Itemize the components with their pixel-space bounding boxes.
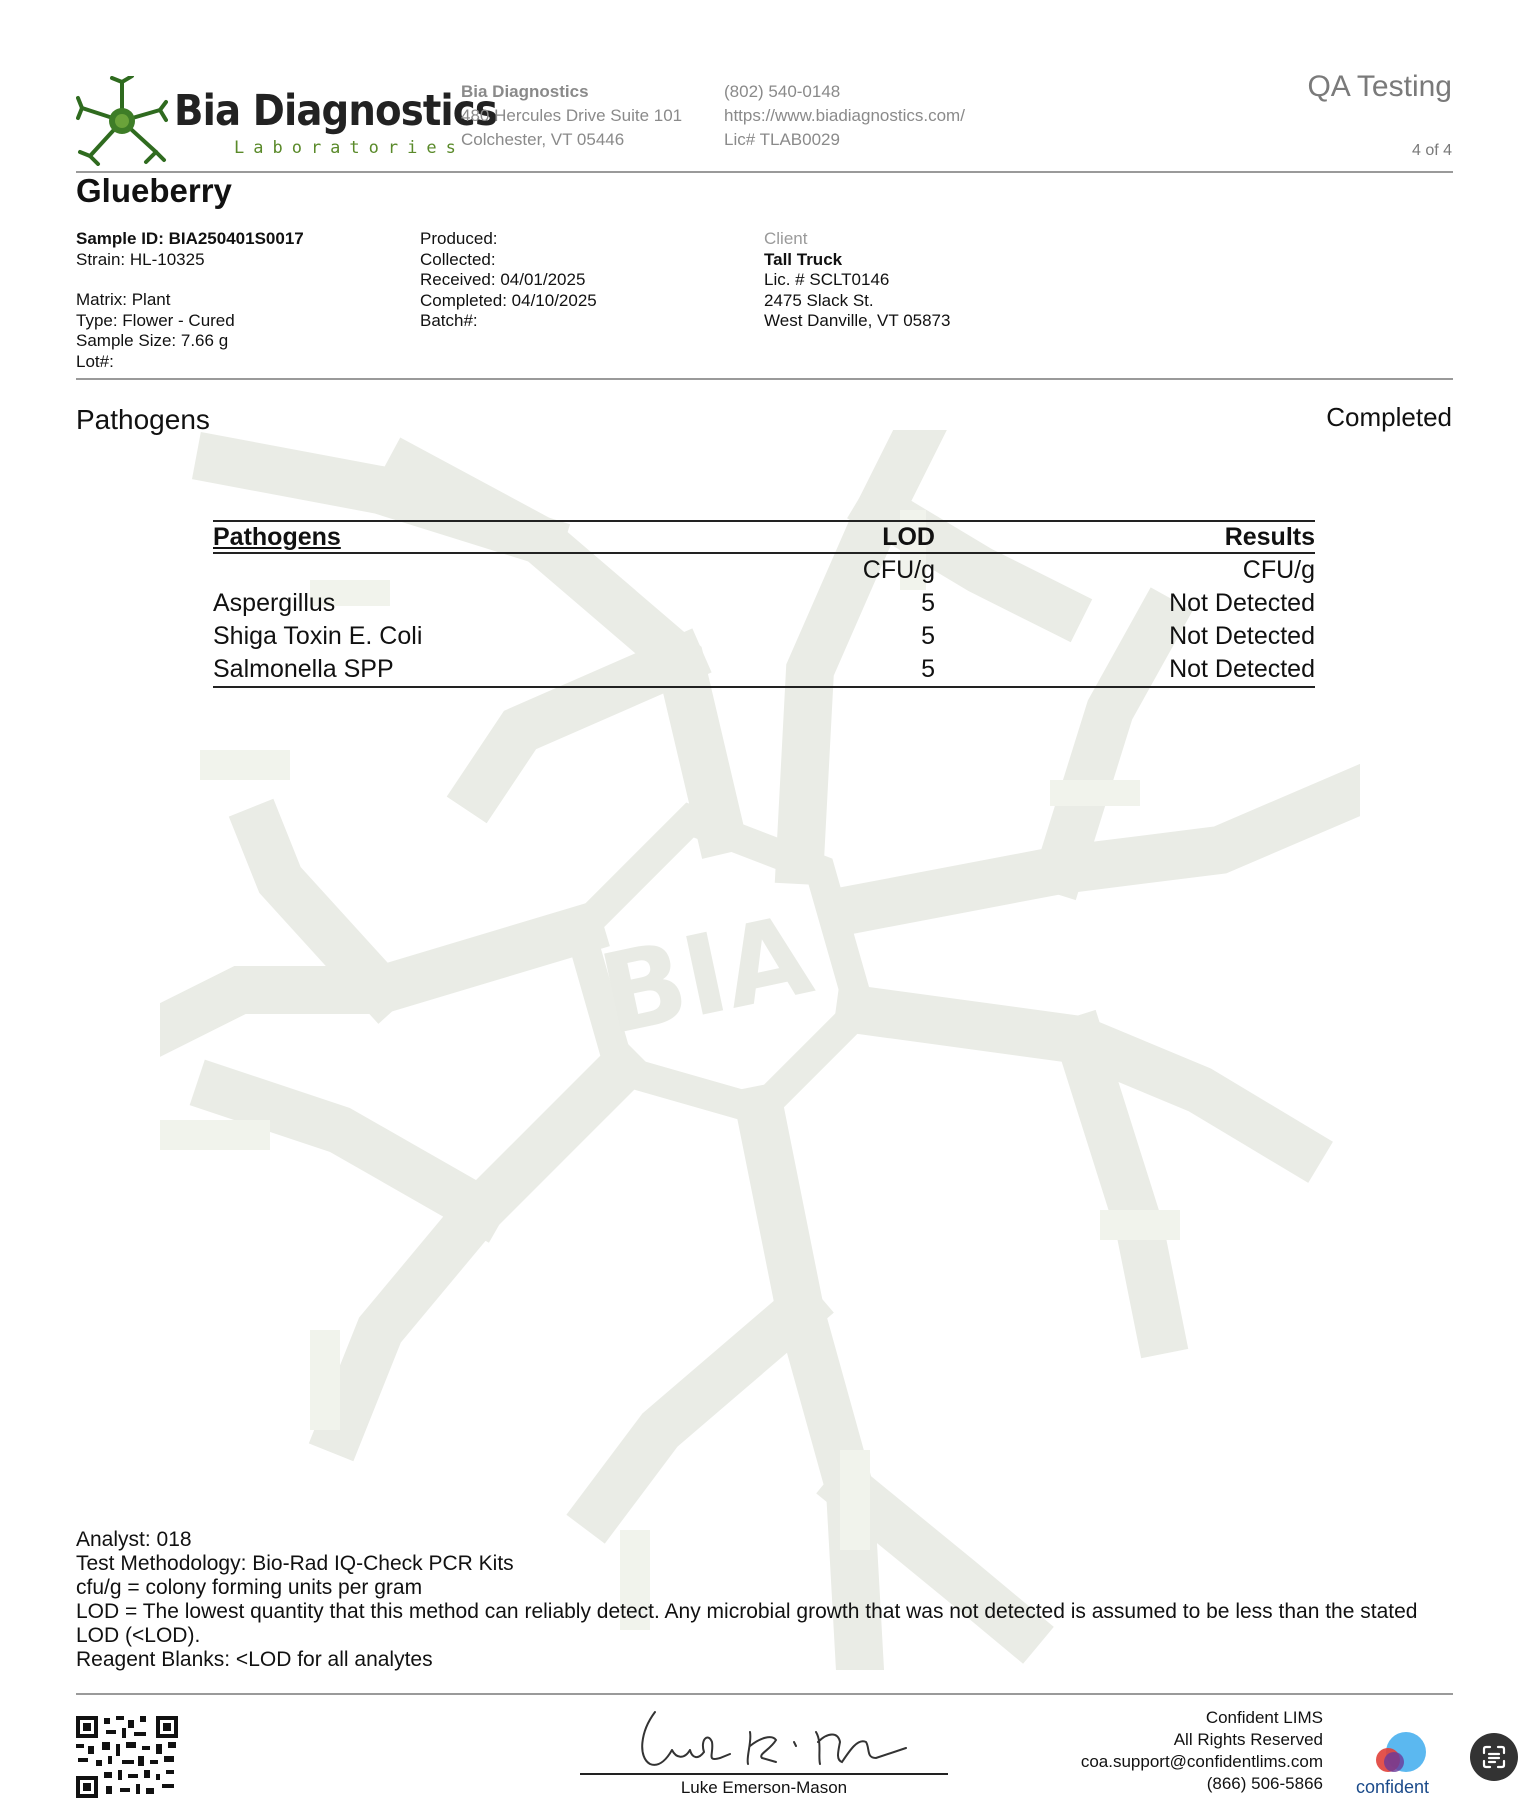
analyte-result: Not Detected [1169,622,1315,650]
client-label: Client [764,229,808,248]
lab-name: Bia Diagnostics [461,82,589,101]
analyte-lod: 5 [921,622,935,650]
signer-name: Luke Emerson-Mason [680,1778,848,1797]
col-header-pathogens: Pathogens [213,521,605,553]
col-header-results: Results [935,521,1315,553]
analyte-lod: 5 [605,653,935,687]
page-number: 4 of 4 [1411,142,1452,159]
sample-batch: Batch#: [420,311,478,330]
svg-text:BIA: BIA [589,890,822,1060]
analyte-lod: 5 [921,589,935,617]
units-row [213,553,1315,587]
logo-wordmark: Bia Diagnostics [174,86,497,136]
sample-size: Sample Size: 7.66 g [76,331,229,350]
client-address-line1: 2475 Slack St. [764,290,874,310]
sample-lot: Lot#: [76,351,114,371]
analyte-result: Not Detected [1169,589,1315,617]
lab-logo-icon [76,76,168,166]
sample-completed: Completed: 04/10/2025 [420,290,597,310]
sample-name: Glueberry [76,172,232,209]
section-title: Pathogens [76,404,210,435]
note-cfu: cfu/g = colony forming units per gram [76,1576,423,1599]
sample-collected: Collected: [420,249,496,269]
sample-matrix: Matrix: Plant [76,290,171,309]
unit-analyte [213,553,605,587]
client-license: Lic. # SCLT0146 [764,270,890,289]
lab-logo [76,76,497,166]
signature-image [580,1702,950,1772]
confident-wordmark: confident [1356,1777,1430,1797]
table-row [213,620,1315,653]
sample-strain: Strain: HL-10325 [76,249,205,269]
note-lod: LOD = The lowest quantity that this method can reliably detect. Any microbial growth that was not detected is assumed to be less than the stated LOD (<LOD). [76,1600,1418,1647]
scan-text-button[interactable] [1470,1733,1518,1781]
col-header-lod: LOD [605,521,935,553]
lab-license: Lic# TLAB0029 [724,130,840,149]
note-analyst: Analyst: 018 [76,1528,192,1551]
lims-info [1081,1707,1323,1795]
logo-subtitle: Laboratories [234,138,465,158]
sample-id: Sample ID: BIA250401S0017 [76,229,304,248]
header-divider [76,171,1453,173]
unit-result: CFU/g [1242,556,1315,584]
sample-type: Type: Flower - Cured [76,310,235,330]
sample-received: Received: 04/01/2025 [420,270,586,289]
client-name: Tall Truck [764,249,843,269]
note-blanks: Reagent Blanks: <LOD for all analytes [76,1648,433,1671]
scan-text-icon [1470,1733,1518,1781]
analyte-name: Aspergillus [213,589,336,617]
table-row [213,653,1315,687]
sample-dates-block [420,229,597,332]
analyte-name: Shiga Toxin E. Coli [213,622,423,650]
signature-line [580,1773,948,1775]
document-type: QA Testing [1307,70,1452,103]
confident-logo-icon [1370,1730,1428,1776]
qr-code-icon[interactable] [76,1716,178,1798]
lab-address-line2: Colchester, VT 05446 [461,130,625,149]
lims-name: Confident LIMS [1205,1708,1323,1727]
lims-rights: All Rights Reserved [1173,1730,1323,1749]
analyte-result: Not Detected [935,653,1315,687]
lab-address-line1: 480 Hercules Drive Suite 101 [461,106,683,125]
info-divider [76,378,1453,380]
lab-phone: (802) 540-0148 [724,82,841,101]
pathogens-table [213,520,1315,688]
lims-email[interactable]: coa.support@confidentlims.com [1080,1752,1323,1771]
client-block [764,229,950,332]
lab-website[interactable]: https://www.biadiagnostics.com/ [724,106,965,125]
sample-info-block [76,229,304,372]
analyte-name: Salmonella SPP [213,653,605,687]
sample-produced: Produced: [420,229,498,248]
section-status: Completed [1326,402,1452,432]
client-address-line2: West Danville, VT 05873 [764,311,951,330]
footer-divider [76,1693,1453,1695]
table-row [213,587,1315,620]
lab-address-block [461,80,682,152]
lab-contact-block [724,80,965,152]
method-notes [76,1528,1446,1672]
table-header-row [213,521,1315,553]
note-methodology: Test Methodology: Bio-Rad IQ-Check PCR Kits [76,1552,514,1575]
unit-lod: CFU/g [862,556,935,584]
lims-phone: (866) 506-5866 [1206,1774,1323,1793]
